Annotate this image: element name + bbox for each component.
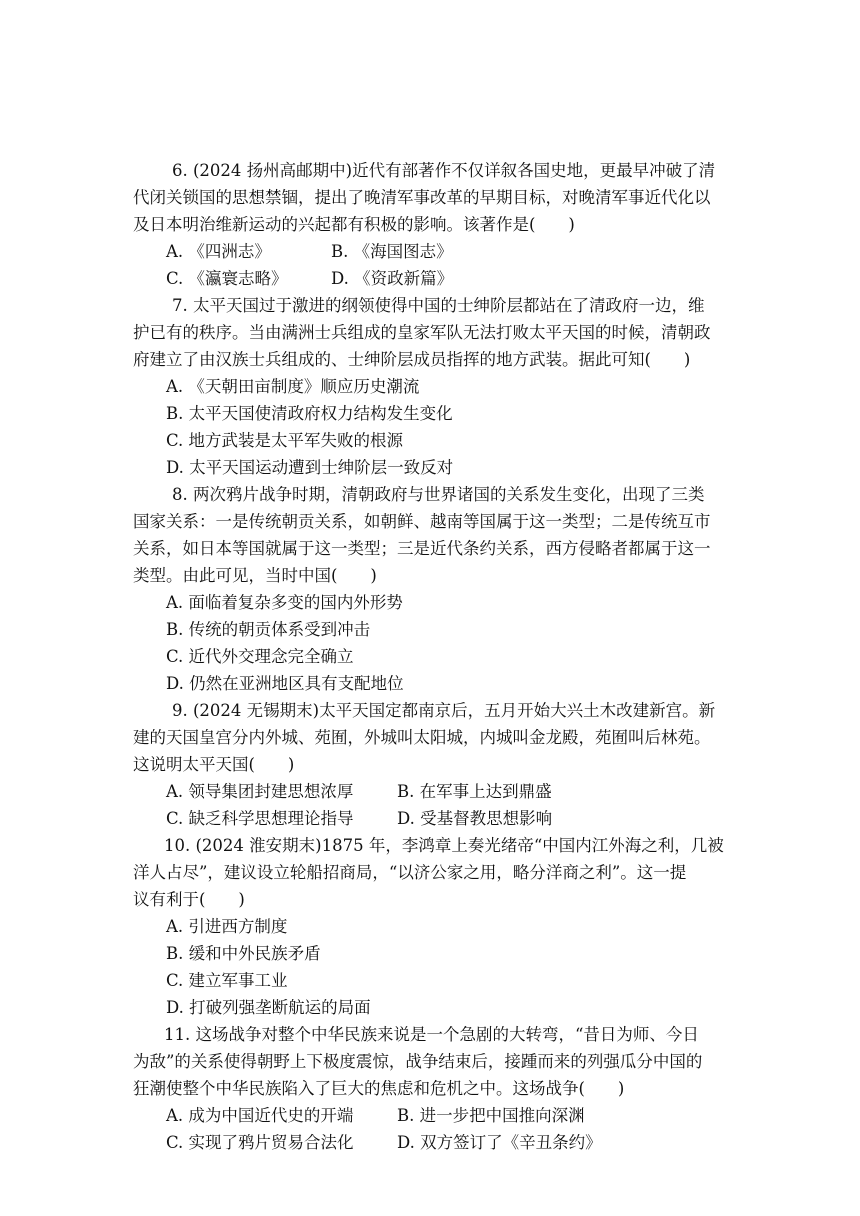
q10-stem-line-2: 洋人占尽”，建议设立轮船招商局，“以济公家之用，略分洋商之利”。这一提 (133, 863, 687, 882)
q10-option-d: D. 打破列强垄断航运的局面 (166, 998, 371, 1017)
q6-stem-line-3: 及日本明治维新运动的兴起都有积极的影响。该著作是( ) (133, 215, 575, 234)
q7-stem-line-1: 7. 太平天国过于激进的纲领使得中国的士绅阶层都站在了清政府一边，维 (172, 296, 705, 315)
q10-stem-line-1: 10. (2024 淮安期末)1875 年，李鸿章上奏光绪帝“中国内江外海之利，几被 (164, 836, 724, 855)
q8-option-b: B. 传统的朝贡体系受到冲击 (166, 620, 371, 639)
q9-option-b: B. 在军事上达到鼎盛 (397, 782, 552, 801)
q6-option-a: A. 《四洲志》 (166, 242, 271, 261)
q7-stem-line-2: 护已有的秩序。当由满洲士兵组成的皇家军队无法打败太平天国的时候，清朝政 (133, 323, 711, 342)
q6-stem-line-1: 6. (2024 扬州高邮期中)近代有部著作不仅详叙各国史地，更最早冲破了清 (172, 161, 716, 180)
q10-stem-line-3: 议有利于( ) (133, 890, 245, 909)
q8-option-a: A. 面临着复杂多变的国内外形势 (166, 593, 403, 612)
q11-stem-line-2: 为敌”的关系使得朝野上下极度震惊，战争结束后，接踵而来的列强瓜分中国的 (133, 1052, 703, 1071)
q11-option-b: B. 进一步把中国推向深渊 (397, 1106, 585, 1125)
q10-option-a: A. 引进西方制度 (166, 917, 288, 936)
q8-stem-line-1: 8. 两次鸦片战争时期，清朝政府与世界诸国的关系发生变化，出现了三类 (172, 485, 705, 504)
q9-stem-line-1: 9. (2024 无锡期末)太平天国定都南京后，五月开始大兴土木改建新宫。新 (172, 701, 716, 720)
q9-stem-line-3: 这说明太平天国( ) (133, 755, 295, 774)
q8-stem-line-4: 类型。由此可见，当时中国( ) (133, 566, 377, 585)
q9-option-a: A. 领导集团封建思想浓厚 (166, 782, 354, 801)
q11-option-d: D. 双方签订了《辛丑条约》 (397, 1133, 602, 1152)
q9-option-c: C. 缺乏科学思想理论指导 (166, 809, 354, 828)
q6-option-c: C. 《瀛寰志略》 (166, 269, 288, 288)
q9-option-d: D. 受基督教思想影响 (397, 809, 553, 828)
q11-stem-line-3: 狂潮使整个中华民族陷入了巨大的焦虑和危机之中。这场战争( ) (133, 1079, 625, 1098)
q7-option-c: C. 地方武装是太平军失败的根源 (166, 431, 404, 450)
q11-stem-line-1: 11. 这场战争对整个中华民族来说是一个急剧的大转弯，“昔日为师、今日 (164, 1025, 699, 1044)
q10-option-b: B. 缓和中外民族矛盾 (166, 944, 321, 963)
q10-option-c: C. 建立军事工业 (166, 971, 288, 990)
q8-option-c: C. 近代外交理念完全确立 (166, 647, 354, 666)
q6-option-b: B. 《海国图志》 (331, 242, 453, 261)
q8-stem-line-3: 关系，如日本等国就属于这一类型；三是近代条约关系，西方侵略者都属于这一 (133, 539, 711, 558)
q7-option-d: D. 太平天国运动遭到士绅阶层一致反对 (166, 458, 454, 477)
q6-option-d: D. 《资政新篇》 (331, 269, 454, 288)
q7-option-b: B. 太平天国使清政府权力结构发生变化 (166, 404, 453, 423)
q11-option-a: A. 成为中国近代史的开端 (166, 1106, 354, 1125)
q7-stem-line-3: 府建立了由汉族士兵组成的、士绅阶层成员指挥的地方武装。据此可知( ) (133, 350, 691, 369)
q6-stem-line-2: 代闭关锁国的思想禁锢，提出了晚清军事改革的早期目标，对晚清军事近代化以 (133, 188, 711, 207)
q8-stem-line-2: 国家关系：一是传统朝贡关系，如朝鲜、越南等国属于这一类型；二是传统互市 (133, 512, 711, 531)
q7-option-a: A. 《天朝田亩制度》顺应历史潮流 (166, 377, 420, 396)
q8-option-d: D. 仍然在亚洲地区具有支配地位 (166, 674, 404, 693)
q11-option-c: C. 实现了鸦片贸易合法化 (166, 1133, 354, 1152)
q9-stem-line-2: 建的天国皇宫分内外城、苑囿，外城叫太阳城，内城叫金龙殿，苑囿叫后林苑。 (133, 728, 711, 747)
